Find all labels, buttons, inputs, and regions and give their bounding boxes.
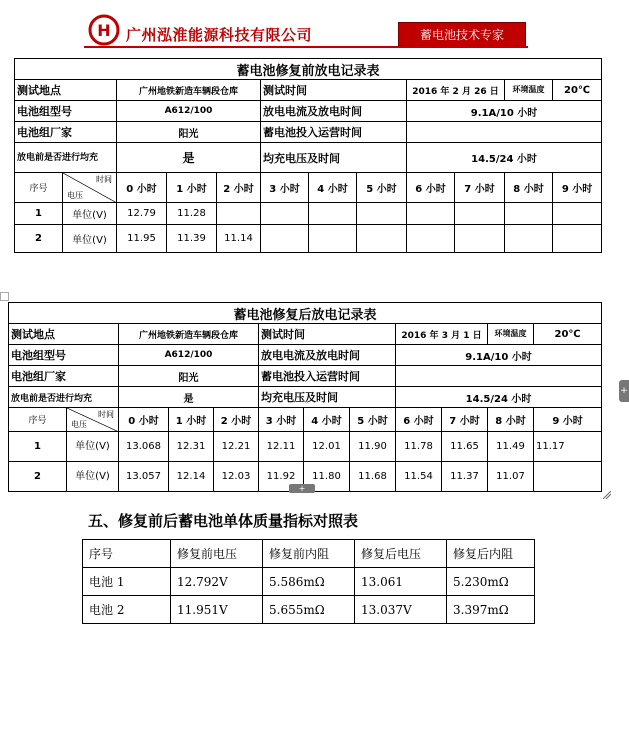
table-resize-handle[interactable] xyxy=(603,484,610,491)
model-value: A612/100 xyxy=(117,101,261,122)
svg-text:H: H xyxy=(97,21,111,40)
resize-icon xyxy=(603,491,611,499)
voltage-cell: 13.068 xyxy=(119,432,169,462)
slogan-badge: 蓄电池技术专家 xyxy=(398,22,526,46)
table-cell: 5.655mΩ xyxy=(263,596,355,624)
hour-header: 7 小时 xyxy=(442,408,488,432)
date-value: 2016 年 2 月 26 日 xyxy=(407,80,505,101)
voltage-cell: 11.39 xyxy=(167,225,217,253)
table-cell: 13.061 xyxy=(355,568,447,596)
seq-header: 序号 xyxy=(15,173,63,203)
table-title: 蓄电池修复前放电记录表 xyxy=(15,59,602,80)
voltage-cell: 12.14 xyxy=(169,462,214,492)
voltage-cell xyxy=(217,203,261,225)
hour-header: 1 小时 xyxy=(169,408,214,432)
add-column-button[interactable]: + xyxy=(619,380,629,402)
diag-bottom: 电压 xyxy=(67,191,83,200)
voltage-cell: 12.21 xyxy=(214,432,259,462)
voltage-cell: 11.17 xyxy=(534,432,602,462)
voltage-cell xyxy=(553,225,602,253)
voltage-cell xyxy=(309,225,357,253)
table-cell: 5.586mΩ xyxy=(263,568,355,596)
hour-header: 5 小时 xyxy=(350,408,396,432)
hour-header: 4 小时 xyxy=(309,173,357,203)
equal-time-label: 均充电压及时间 xyxy=(259,387,396,408)
hour-header: 2 小时 xyxy=(214,408,259,432)
voltage-cell xyxy=(407,225,455,253)
maker-value: 阳光 xyxy=(117,122,261,143)
voltage-cell: 12.31 xyxy=(169,432,214,462)
site-label: 测试地点 xyxy=(9,324,119,345)
model-label: 电池组型号 xyxy=(15,101,117,122)
env-value: 20℃ xyxy=(534,324,602,345)
maker-label: 电池组厂家 xyxy=(15,122,117,143)
diag-top: 时间 xyxy=(98,410,114,419)
current-label: 放电电流及放电时间 xyxy=(261,101,407,122)
service-value xyxy=(396,366,602,387)
equal-time-value: 14.5/24 小时 xyxy=(396,387,602,408)
voltage-cell: 12.01 xyxy=(304,432,350,462)
table-cell: 3.397mΩ xyxy=(447,596,535,624)
model-value: A612/100 xyxy=(119,345,259,366)
service-label: 蓄电池投入运营时间 xyxy=(259,366,396,387)
hour-header: 3 小时 xyxy=(261,173,309,203)
column-header: 修复后内阻 xyxy=(447,540,535,568)
row-number: 1 xyxy=(15,203,63,225)
company-logo xyxy=(88,14,120,46)
voltage-cell xyxy=(505,203,553,225)
service-label: 蓄电池投入运营时间 xyxy=(261,122,407,143)
voltage-cell: 11.28 xyxy=(167,203,217,225)
hour-header: 1 小时 xyxy=(167,173,217,203)
voltage-cell xyxy=(553,203,602,225)
voltage-cell xyxy=(261,225,309,253)
current-value: 9.1A/10 小时 xyxy=(396,345,602,366)
table-cell: 12.792V xyxy=(171,568,263,596)
voltage-cell xyxy=(357,203,407,225)
row-unit: 单位(V) xyxy=(63,203,117,225)
time-label: 测试时间 xyxy=(261,80,407,101)
column-header: 序号 xyxy=(83,540,171,568)
voltage-cell: 11.80 xyxy=(304,462,350,492)
env-label: 环境温度 xyxy=(505,80,553,101)
company-name: 广州泓淮能源科技有限公司 xyxy=(126,26,313,44)
current-label: 放电电流及放电时间 xyxy=(259,345,396,366)
quality-comparison-table xyxy=(82,539,535,624)
hour-header: 9 小时 xyxy=(553,173,602,203)
voltage-cell: 11.54 xyxy=(396,462,442,492)
model-label: 电池组型号 xyxy=(9,345,119,366)
table-cell: 电池 2 xyxy=(83,596,171,624)
voltage-cell: 11.78 xyxy=(396,432,442,462)
hour-header: 8 小时 xyxy=(488,408,534,432)
maker-value: 阳光 xyxy=(119,366,259,387)
equal-value: 是 xyxy=(119,387,259,408)
voltage-cell xyxy=(357,225,407,253)
add-row-button[interactable]: + xyxy=(289,484,315,493)
voltage-cell: 11.90 xyxy=(350,432,396,462)
hour-header: 5 小时 xyxy=(357,173,407,203)
voltage-cell xyxy=(455,203,505,225)
voltage-cell: 11.49 xyxy=(488,432,534,462)
hour-header: 0 小时 xyxy=(119,408,169,432)
env-label: 环境温度 xyxy=(488,324,534,345)
voltage-cell: 12.03 xyxy=(214,462,259,492)
equal-time-value: 14.5/24 小时 xyxy=(407,143,602,173)
diag-top: 时间 xyxy=(96,175,112,184)
site-value: 广州地铁新造车辆段仓库 xyxy=(119,324,259,345)
row-unit: 单位(V) xyxy=(67,432,119,462)
voltage-cell: 13.057 xyxy=(119,462,169,492)
voltage-cell xyxy=(505,225,553,253)
current-value: 9.1A/10 小时 xyxy=(407,101,602,122)
column-header: 修复前电压 xyxy=(171,540,263,568)
voltage-cell: 11.65 xyxy=(442,432,488,462)
env-value: 20℃ xyxy=(553,80,602,101)
table-cell: 13.037V xyxy=(355,596,447,624)
hour-header: 8 小时 xyxy=(505,173,553,203)
diag-bottom: 电压 xyxy=(71,420,87,429)
row-number: 2 xyxy=(9,462,67,492)
voltage-cell: 11.37 xyxy=(442,462,488,492)
row-number: 2 xyxy=(15,225,63,253)
hour-header: 9 小时 xyxy=(534,408,602,432)
voltage-cell xyxy=(534,462,602,492)
voltage-cell xyxy=(261,203,309,225)
diagonal-header xyxy=(67,408,119,432)
maker-label: 电池组厂家 xyxy=(9,366,119,387)
voltage-cell: 11.68 xyxy=(350,462,396,492)
table-move-handle[interactable] xyxy=(0,292,9,301)
date-value: 2016 年 3 月 1 日 xyxy=(396,324,488,345)
site-value: 广州地铁新造车辆段仓库 xyxy=(117,80,261,101)
hour-header: 7 小时 xyxy=(455,173,505,203)
voltage-cell xyxy=(407,203,455,225)
voltage-cell xyxy=(309,203,357,225)
service-value xyxy=(407,122,602,143)
hour-header: 3 小时 xyxy=(259,408,304,432)
section-title: 五、修复前后蓄电池单体质量指标对照表 xyxy=(88,512,359,530)
equal-label: 放电前是否进行均充 xyxy=(9,387,119,408)
table-cell: 11.951V xyxy=(171,596,263,624)
row-unit: 单位(V) xyxy=(67,462,119,492)
discharge-record-after-table xyxy=(8,302,602,492)
hour-header: 6 小时 xyxy=(407,173,455,203)
equal-value: 是 xyxy=(117,143,261,173)
column-header: 修复前内阻 xyxy=(263,540,355,568)
row-unit: 单位(V) xyxy=(63,225,117,253)
voltage-cell xyxy=(455,225,505,253)
seq-header: 序号 xyxy=(9,408,67,432)
header-divider xyxy=(84,46,528,48)
table-title: 蓄电池修复后放电记录表 xyxy=(9,303,602,324)
hour-header: 6 小时 xyxy=(396,408,442,432)
table-cell: 电池 1 xyxy=(83,568,171,596)
voltage-cell: 11.07 xyxy=(488,462,534,492)
hour-header: 0 小时 xyxy=(117,173,167,203)
voltage-cell: 11.14 xyxy=(217,225,261,253)
voltage-cell: 12.11 xyxy=(259,432,304,462)
discharge-record-before-table xyxy=(14,58,602,253)
time-label: 测试时间 xyxy=(259,324,396,345)
voltage-cell: 11.95 xyxy=(117,225,167,253)
hour-header: 2 小时 xyxy=(217,173,261,203)
voltage-cell: 11.92 xyxy=(259,462,304,492)
equal-label: 放电前是否进行均充 xyxy=(15,143,117,173)
table-cell: 5.230mΩ xyxy=(447,568,535,596)
voltage-cell: 12.79 xyxy=(117,203,167,225)
diagonal-header xyxy=(63,173,117,203)
site-label: 测试地点 xyxy=(15,80,117,101)
equal-time-label: 均充电压及时间 xyxy=(261,143,407,173)
hour-header: 4 小时 xyxy=(304,408,350,432)
row-number: 1 xyxy=(9,432,67,462)
column-header: 修复后电压 xyxy=(355,540,447,568)
